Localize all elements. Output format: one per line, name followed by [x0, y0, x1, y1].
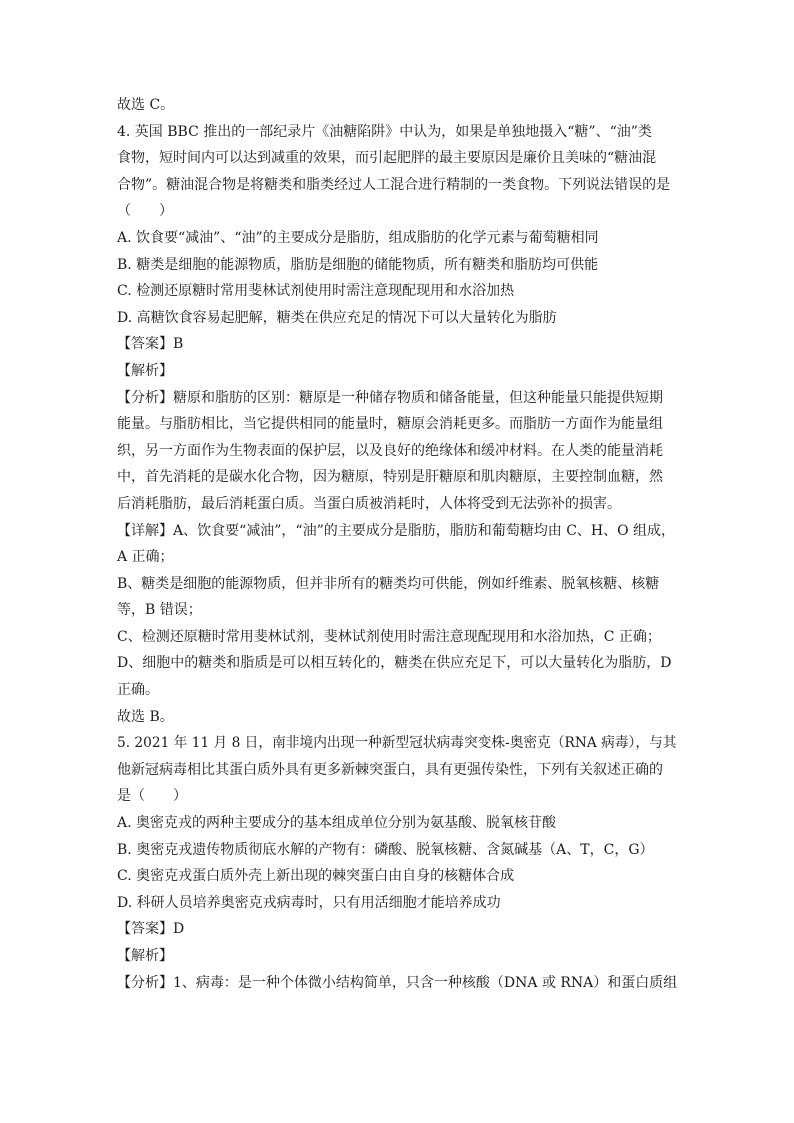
text-line: 食物，短时间内可以达到减重的效果，而引起肥胖的最主要原因是廉价且美味的“糖油混 [117, 150, 657, 167]
text-line: C、检测还原糖时常用斐林试剂，斐林试剂使用时需注意现配现用和水浴加热，C 正确； [117, 628, 661, 645]
text-line: 故选 B。 [117, 708, 174, 725]
text-line: B. 奥密克戎遗传物质彻底水解的产物有：磷酸、脱氧核糖、含氮碱基（A、T，C，G） [117, 841, 654, 858]
text-line: 合物”。糖油混合物是将糖类和脂类经过人工混合进行精制的一类食物。下列说法错误的是 [117, 176, 671, 193]
text-line: 能量。与脂肪相比，当它提供相同的能量时，糖原会消耗更多。而脂肪一方面作为能量组 [117, 416, 663, 433]
text-line: 【答案】D [117, 921, 185, 938]
text-line: C. 检测还原糖时常用斐林试剂使用时需注意现配现用和水浴加热 [117, 283, 515, 300]
text-line: 5. 2021 年 11 月 8 日，南非境内出现一种新型冠状病毒突变株-奥密克（RNA 病毒），与其 [117, 735, 677, 752]
text-line: 4. 英国 BBC 推出的一部纪录片《油糖陷阱》中认为，如果是单独地摄入“糖”、“油”类 [117, 123, 652, 140]
text-line: A. 饮食要“减油”、“油”的主要成分是脂肪，组成脂肪的化学元素与葡萄糖相同 [117, 229, 599, 246]
text-line: 后消耗脂肪，最后消耗蛋白质。当蛋白质被消耗时，人体将受到无法弥补的损害。 [117, 495, 621, 512]
text-line: 正确。 [117, 682, 159, 699]
text-line: 【解析】 [117, 948, 173, 964]
text-line: D、细胞中的糖类和脂质是可以相互转化的，糖类在供应充足下，可以大量转化为脂肪，D [117, 655, 672, 672]
text-line: D. 高糖饮食容易起肥解，糖类在供应充足的情况下可以大量转化为脂肪 [117, 309, 557, 326]
text-line: A. 奥密克戎的两种主要成分的基本组成单位分别为氨基酸、脱氧核苷酸 [117, 815, 557, 832]
text-line: 是（ ） [117, 788, 187, 805]
text-line: 织，另一方面作为生物表面的保护层，以及良好的绝缘体和缓冲材料。在人类的能量消耗 [117, 442, 663, 459]
text-line: A 正确； [117, 549, 174, 566]
text-line: 【分析】1、病毒：是一种个体微小结构简单，只含一种核酸（DNA 或 RNA）和蛋白质组 [117, 974, 678, 991]
text-line: 等，B 错误； [117, 602, 202, 619]
text-line: 中，首先消耗的是碳水化合物，因为糖原，特别是肝糖原和肌肉糖原，主要控制血糖，然 [117, 469, 663, 486]
text-line: C. 奥密克戎蛋白质外壳上新出现的棘突蛋白由自身的核糖体合成 [117, 868, 515, 885]
text-line: B. 糖类是细胞的能源物质，脂肪是细胞的储能物质，所有糖类和脂肪均可供能 [117, 256, 599, 273]
text-line: 【详解】A、饮食要“减油”，“油”的主要成分是脂肪，脂肪和葡萄糖均由 C、H、O 组成， [117, 522, 676, 539]
text-line: B、糖类是细胞的能源物质，但并非所有的糖类均可供能，例如纤维素、脱氧核糖、核糖 [117, 575, 660, 592]
text-line: 【分析】糖原和脂肪的区别：糖原是一种储存物质和储备能量，但这种能量只能提供短期 [117, 389, 663, 406]
text-line: 他新冠病毒相比其蛋白质外具有更多新棘突蛋白，具有更强传染性，下列有关叙述正确的 [117, 761, 663, 778]
text-line: D. 科研人员培养奥密克戎病毒时，只有用活细胞才能培养成功 [117, 894, 501, 911]
text-line: 【答案】B [117, 336, 184, 353]
text-line: （ ） [117, 203, 173, 220]
text-line: 故选 C。 [117, 97, 175, 113]
document-page [117, 92, 677, 996]
text-line: 【解析】 [117, 362, 173, 379]
